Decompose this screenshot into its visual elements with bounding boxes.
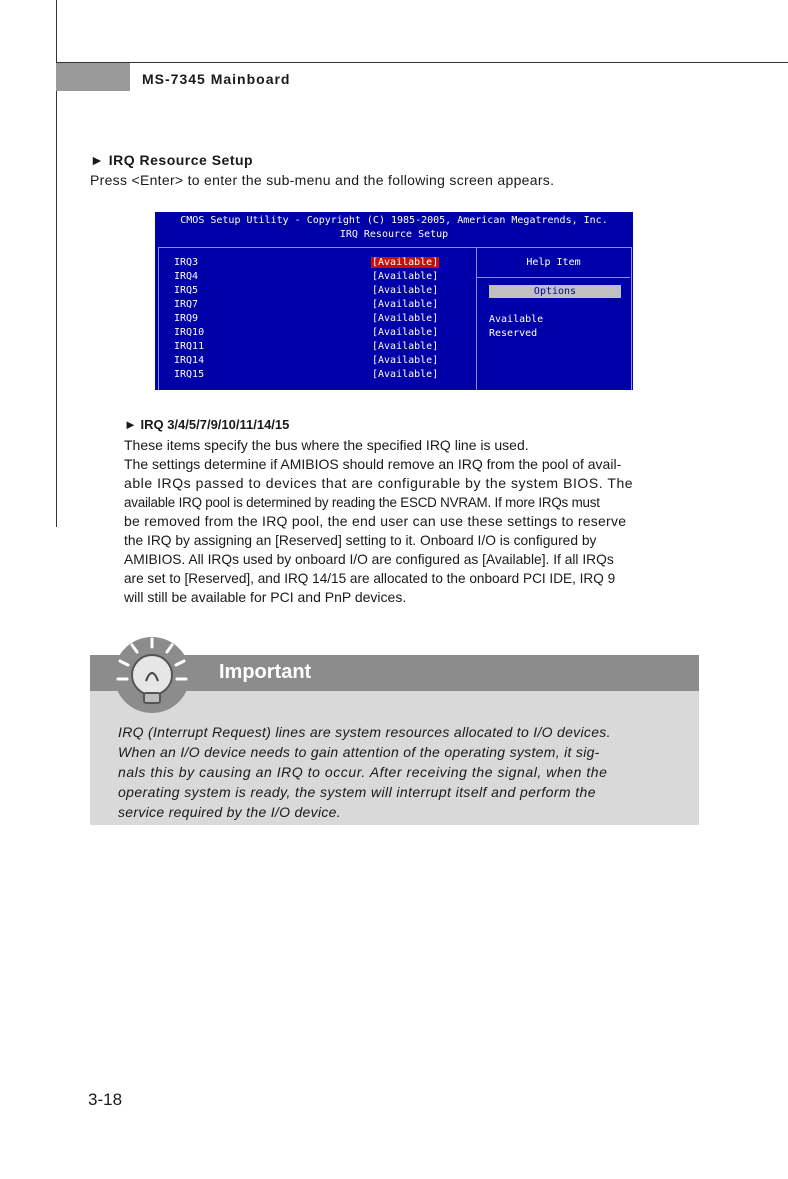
section-heading: ► IRQ Resource Setup [90, 152, 254, 168]
irq-value[interactable]: [Available] [372, 299, 439, 310]
irq-label: IRQ3 [174, 257, 199, 268]
section-intro: Press <Enter> to enter the sub-menu and the following screen appears. [90, 172, 555, 188]
irq-subsection-heading: ► IRQ 3/4/5/7/9/10/11/14/15 [124, 417, 290, 432]
irq-label: IRQ10 [174, 327, 205, 338]
irq-settings-paragraph [124, 455, 700, 607]
irq-value[interactable]: [Available] [372, 341, 439, 352]
bios-screenshot [155, 212, 633, 390]
important-text [118, 722, 674, 822]
irq-value[interactable]: [Available] [372, 271, 439, 282]
paragraph-line: available IRQ pool is determined by reading the ESCD NVRAM. If more IRQs must [124, 495, 600, 510]
irq-label: IRQ14 [174, 355, 205, 366]
running-header: MS-7345 Mainboard [142, 71, 291, 87]
lightbulb-icon [106, 625, 198, 717]
important-title: Important [219, 661, 312, 683]
irq-row-irq10[interactable] [174, 327, 614, 341]
paragraph-line: The settings determine if AMIBIOS should remove an IRQ from the pool of avail- [124, 456, 622, 472]
irq-row-irq4[interactable] [174, 271, 614, 285]
option-reserved[interactable]: Reserved [489, 328, 538, 339]
irq-label: IRQ4 [174, 271, 199, 282]
irq-value[interactable]: [Available] [372, 327, 439, 338]
irq-row-irq7[interactable] [174, 299, 614, 313]
paragraph-line: be removed from the IRQ pool, the end user can use these settings to reserve [124, 513, 627, 529]
irq-value-selected[interactable]: [Available] [372, 257, 439, 268]
important-line: When an I/O device needs to gain attention of the operating system, it sig- [118, 744, 600, 760]
important-line: operating system is ready, the system will interrupt itself and perform the [118, 784, 596, 800]
irq-description: These items specify the bus where the specified IRQ line is used. [124, 437, 529, 453]
irq-label: IRQ5 [174, 285, 199, 296]
irq-label: IRQ15 [174, 369, 205, 380]
irq-row-irq14[interactable] [174, 355, 614, 369]
header-tab-block [56, 63, 130, 91]
bios-screen-title: IRQ Resource Setup [339, 229, 449, 240]
irq-value[interactable]: [Available] [372, 355, 439, 366]
paragraph-line: able IRQs passed to devices that are configurable by the system BIOS. The [124, 475, 634, 491]
header-rule [56, 62, 788, 63]
help-item-title: Help Item [526, 257, 581, 268]
page-number: 3-18 [88, 1090, 123, 1109]
paragraph-line: AMIBIOS. All IRQs used by onboard I/O are configured as [Available]. If all IRQs [124, 552, 614, 567]
irq-label: IRQ11 [174, 341, 205, 352]
irq-label: IRQ7 [174, 299, 199, 310]
paragraph-line: are set to [Reserved], and IRQ 14/15 are allocated to the onboard PCI IDE, IRQ 9 [124, 571, 616, 586]
irq-row-irq15[interactable] [174, 369, 614, 383]
irq-row-irq11[interactable] [174, 341, 614, 355]
irq-value[interactable]: [Available] [372, 285, 439, 296]
irq-label: IRQ9 [174, 313, 199, 324]
important-line: IRQ (Interrupt Request) lines are system resources allocated to I/O devices. [118, 724, 611, 740]
important-line: nals this by causing an IRQ to occur. After receiving the signal, when the [118, 764, 608, 780]
bios-copyright-line: CMOS Setup Utility - Copyright (C) 1985-2005, American Megatrends, Inc. [180, 215, 608, 226]
option-available[interactable]: Available [489, 314, 544, 325]
irq-value[interactable]: [Available] [372, 313, 439, 324]
paragraph-line: the IRQ by assigning an [Reserved] setting to it. Onboard I/O is configured by [124, 533, 597, 548]
paragraph-line: will still be available for PCI and PnP devices. [124, 589, 407, 605]
options-header: Options [489, 285, 621, 298]
important-line: service required by the I/O device. [118, 804, 341, 820]
irq-row-irq9[interactable] [174, 313, 614, 327]
bios-title-bar [155, 212, 633, 242]
irq-value[interactable]: [Available] [372, 369, 439, 380]
